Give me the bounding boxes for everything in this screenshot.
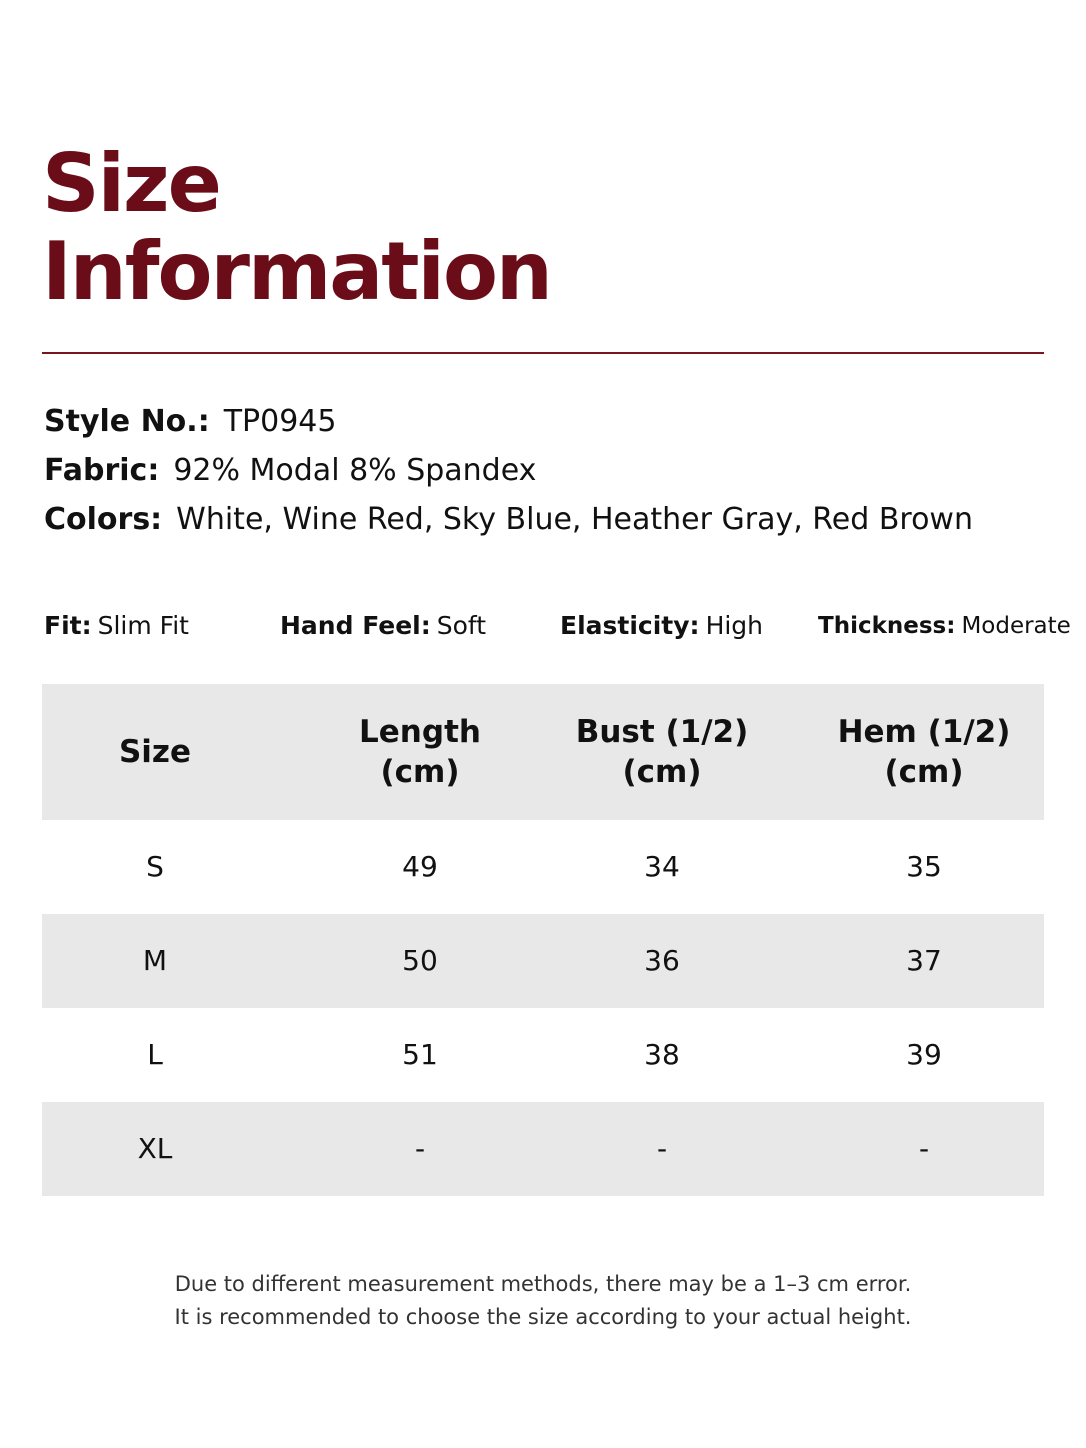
fabric-row — [44, 449, 973, 498]
thickness-label: Thickness: — [818, 613, 956, 639]
style-no-label: Style No.: — [44, 404, 210, 439]
note-line-2: It is recommended to choose the size according to your actual height. — [174, 1305, 912, 1329]
length-cell: 50 — [402, 944, 438, 977]
note-line-1: Due to different measurement methods, there may be a 1–3 cm error. — [174, 1272, 912, 1296]
thickness-value: Moderate — [961, 613, 1071, 639]
colors-row — [44, 498, 973, 547]
page-title-line-1: Size — [42, 137, 220, 230]
header-size-label: Size — [118, 734, 192, 770]
size-cell: S — [146, 850, 164, 883]
table-row — [42, 1008, 1044, 1102]
header-bust-unit: (cm) — [622, 754, 702, 790]
hem-cell: 39 — [906, 1038, 942, 1071]
fit-label: Fit: — [44, 611, 92, 640]
elasticity-value: High — [705, 611, 764, 640]
header-hem — [804, 684, 1044, 820]
bust-cell: - — [656, 1132, 668, 1165]
hem-cell: 35 — [906, 850, 942, 883]
thickness-attribute — [818, 608, 1071, 644]
colors-label: Colors: — [44, 502, 163, 537]
fit-value: Slim Fit — [97, 611, 189, 640]
table-row — [42, 1102, 1044, 1196]
header-length-label: Length — [359, 714, 481, 750]
size-cell: M — [142, 944, 168, 977]
hem-cell: 37 — [906, 944, 942, 977]
table-row — [42, 820, 1044, 914]
elasticity-attribute — [560, 608, 763, 644]
header-length — [300, 684, 540, 820]
page-title-line-2: Information — [42, 225, 551, 318]
hand-feel-attribute — [280, 608, 486, 644]
length-cell: 49 — [402, 850, 438, 883]
product-attributes — [0, 608, 1086, 644]
fit-attribute — [44, 608, 189, 644]
colors-value: White, Wine Red, Sky Blue, Heather Gray, Red Brown — [176, 502, 973, 537]
header-length-unit: (cm) — [380, 754, 460, 790]
page-title — [42, 137, 551, 318]
header-size — [42, 684, 268, 820]
bust-cell: 34 — [644, 850, 680, 883]
length-cell: - — [414, 1132, 426, 1165]
size-cell: XL — [137, 1132, 173, 1165]
header-hem-unit: (cm) — [884, 754, 964, 790]
style-no-value: TP0945 — [223, 404, 337, 439]
length-cell: 51 — [402, 1038, 438, 1071]
header-bust-label: Bust (1/2) — [575, 714, 749, 750]
elasticity-label: Elasticity: — [560, 611, 700, 640]
hand-feel-value: Soft — [436, 611, 487, 640]
measurement-note — [0, 1268, 1086, 1334]
title-divider — [42, 352, 1044, 354]
size-cell: L — [147, 1038, 163, 1071]
table-row — [42, 914, 1044, 1008]
fabric-label: Fabric: — [44, 453, 160, 488]
header-bust — [542, 684, 782, 820]
hem-cell: - — [918, 1132, 930, 1165]
size-table — [42, 684, 1044, 1196]
style-no-row — [44, 400, 973, 449]
hand-feel-label: Hand Feel: — [280, 611, 431, 640]
fabric-value: 92% Modal 8% Spandex — [173, 453, 537, 488]
header-hem-label: Hem (1/2) — [837, 714, 1011, 750]
product-info — [44, 400, 973, 547]
size-table-header — [42, 684, 1044, 820]
bust-cell: 38 — [644, 1038, 680, 1071]
bust-cell: 36 — [644, 944, 680, 977]
